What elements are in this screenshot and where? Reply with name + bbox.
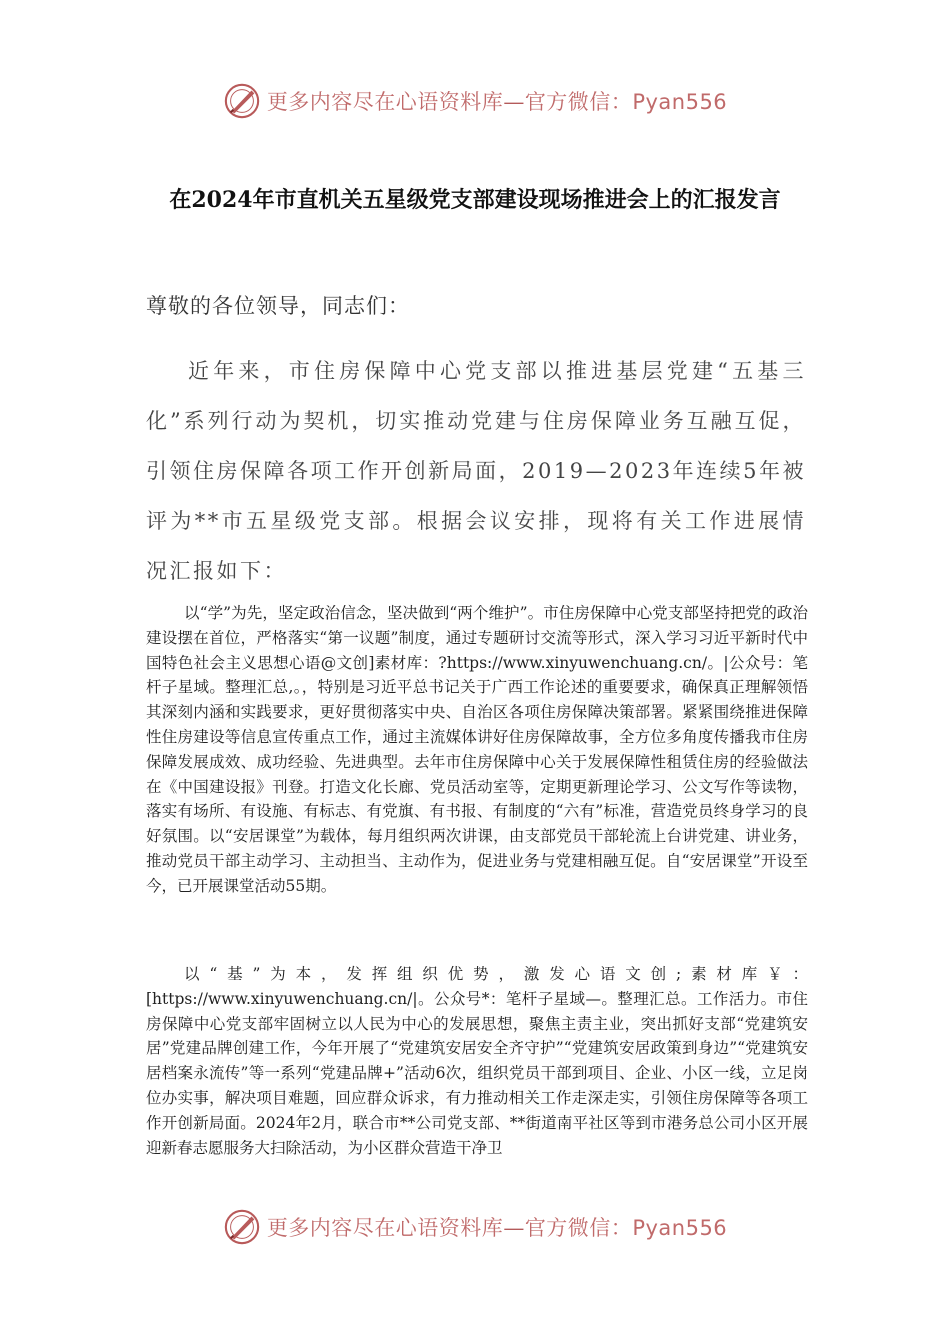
banner-content <box>223 82 727 120</box>
body-paragraph-study: 以“学”为先，坚定政治信念，坚决做到“两个维护”。市住房保障中心党支部坚持把党的政治建设摆在首位，严格落实“第一议题”制度，通过专题研讨交流等形式，深入学习习近平新时代中国特色社会主义思想心语@文创]素材库：?https://www.xinyuwenchuang.cn/。|公众号：笔杆子星域。整理汇总,。，特别是习近平总书记关于广西工作论述的重要要求，确保真正理解领悟其深刻内涵和实践要求，更好贯彻落实中央、自治区各项住房保障决策部署。紧紧围绕推进保障性住房建设等信息宣传重点工作，通过主流媒体讲好住房保障故事，全方位多角度传播我市住房保障发展成效、成功经验、先进典型。去年市住房保障中心关于发展保障性租赁住房的经验做法在《中国建设报》刊登。打造文化长廊、党员活动室等，定期更新理论学习、公文写作等读物，落实有场所、有设施、有标志、有党旗、有书报、有制度的“六有”标准，营造党员终身学习的良好氛围。以“安居课堂”为载体，每月组织两次讲课，由支部党员干部轮流上台讲党建、讲业务，推动党员干部主动学习、主动担当、主动作为，促进业务与党建相融互促。自“安居课堂”开设至今，已开展课堂活动55期。 <box>146 604 808 895</box>
quill-seal-icon <box>223 82 261 120</box>
quill-seal-icon <box>223 1208 261 1246</box>
banner-wechat-id: Pyan556 <box>632 90 728 114</box>
banner-separator: — <box>503 1216 525 1240</box>
body-paragraph-foundation: 以“基”为本，发挥组织优势，激发心语文创;素材库￥：[https://www.xinyuwenchuang.cn/|。公众号*：笔杆子星域—。整理汇总。工作活力。市住房保障中心党支部牢固树立以人民为中心的发展思想，聚焦主责主业，突出抓好支部“党建筑安居”党建品牌创建工作，今年开展了“党建筑安居安全齐守护”“党建筑安居政策到身边”“党建筑安居档案永流传”等一系列“党建品牌+”活动6次，组织党员干部到项目、企业、小区一线，立足岗位办实事，解决项目难题，回应群众诉求，有力推动相关工作走深走实，引领住房保障等各项工作开创新局面。2024年2月，联合市**公司党支部、**街道南平社区等到市港务总公司小区开展迎新春志愿服务大扫除活动，为小区群众营造干净卫 <box>146 965 808 1157</box>
banner-separator: — <box>503 90 525 114</box>
banner-main-text: 更多内容尽在心语资料库 <box>266 1216 504 1240</box>
banner-wechat-id: Pyan556 <box>632 1216 728 1240</box>
banner-main-text: 更多内容尽在心语资料库 <box>266 90 504 114</box>
banner-text <box>267 86 727 116</box>
banner-official-label: 官方微信： <box>524 1216 633 1240</box>
banner-text <box>267 1212 727 1242</box>
header-banner[interactable] <box>0 82 950 126</box>
lead-paragraph: 近年来，市住房保障中心党支部以推进基层党建“五基三化”系列行动为契机，切实推动党建与住房保障业务互融互促，引领住房保障各项工作开创新局面，2019—2023年连续5年被评为**市五星级党支部。根据会议安排，现将有关工作进展情况汇报如下： <box>146 359 806 583</box>
footer-banner[interactable] <box>0 1208 950 1252</box>
banner-official-label: 官方微信： <box>524 90 633 114</box>
banner-content <box>223 1208 727 1246</box>
document-title: 在2024年市直机关五星级党支部建设现场推进会上的汇报发言 <box>169 187 781 213</box>
salutation: 尊敬的各位领导，同志们： <box>146 294 410 318</box>
